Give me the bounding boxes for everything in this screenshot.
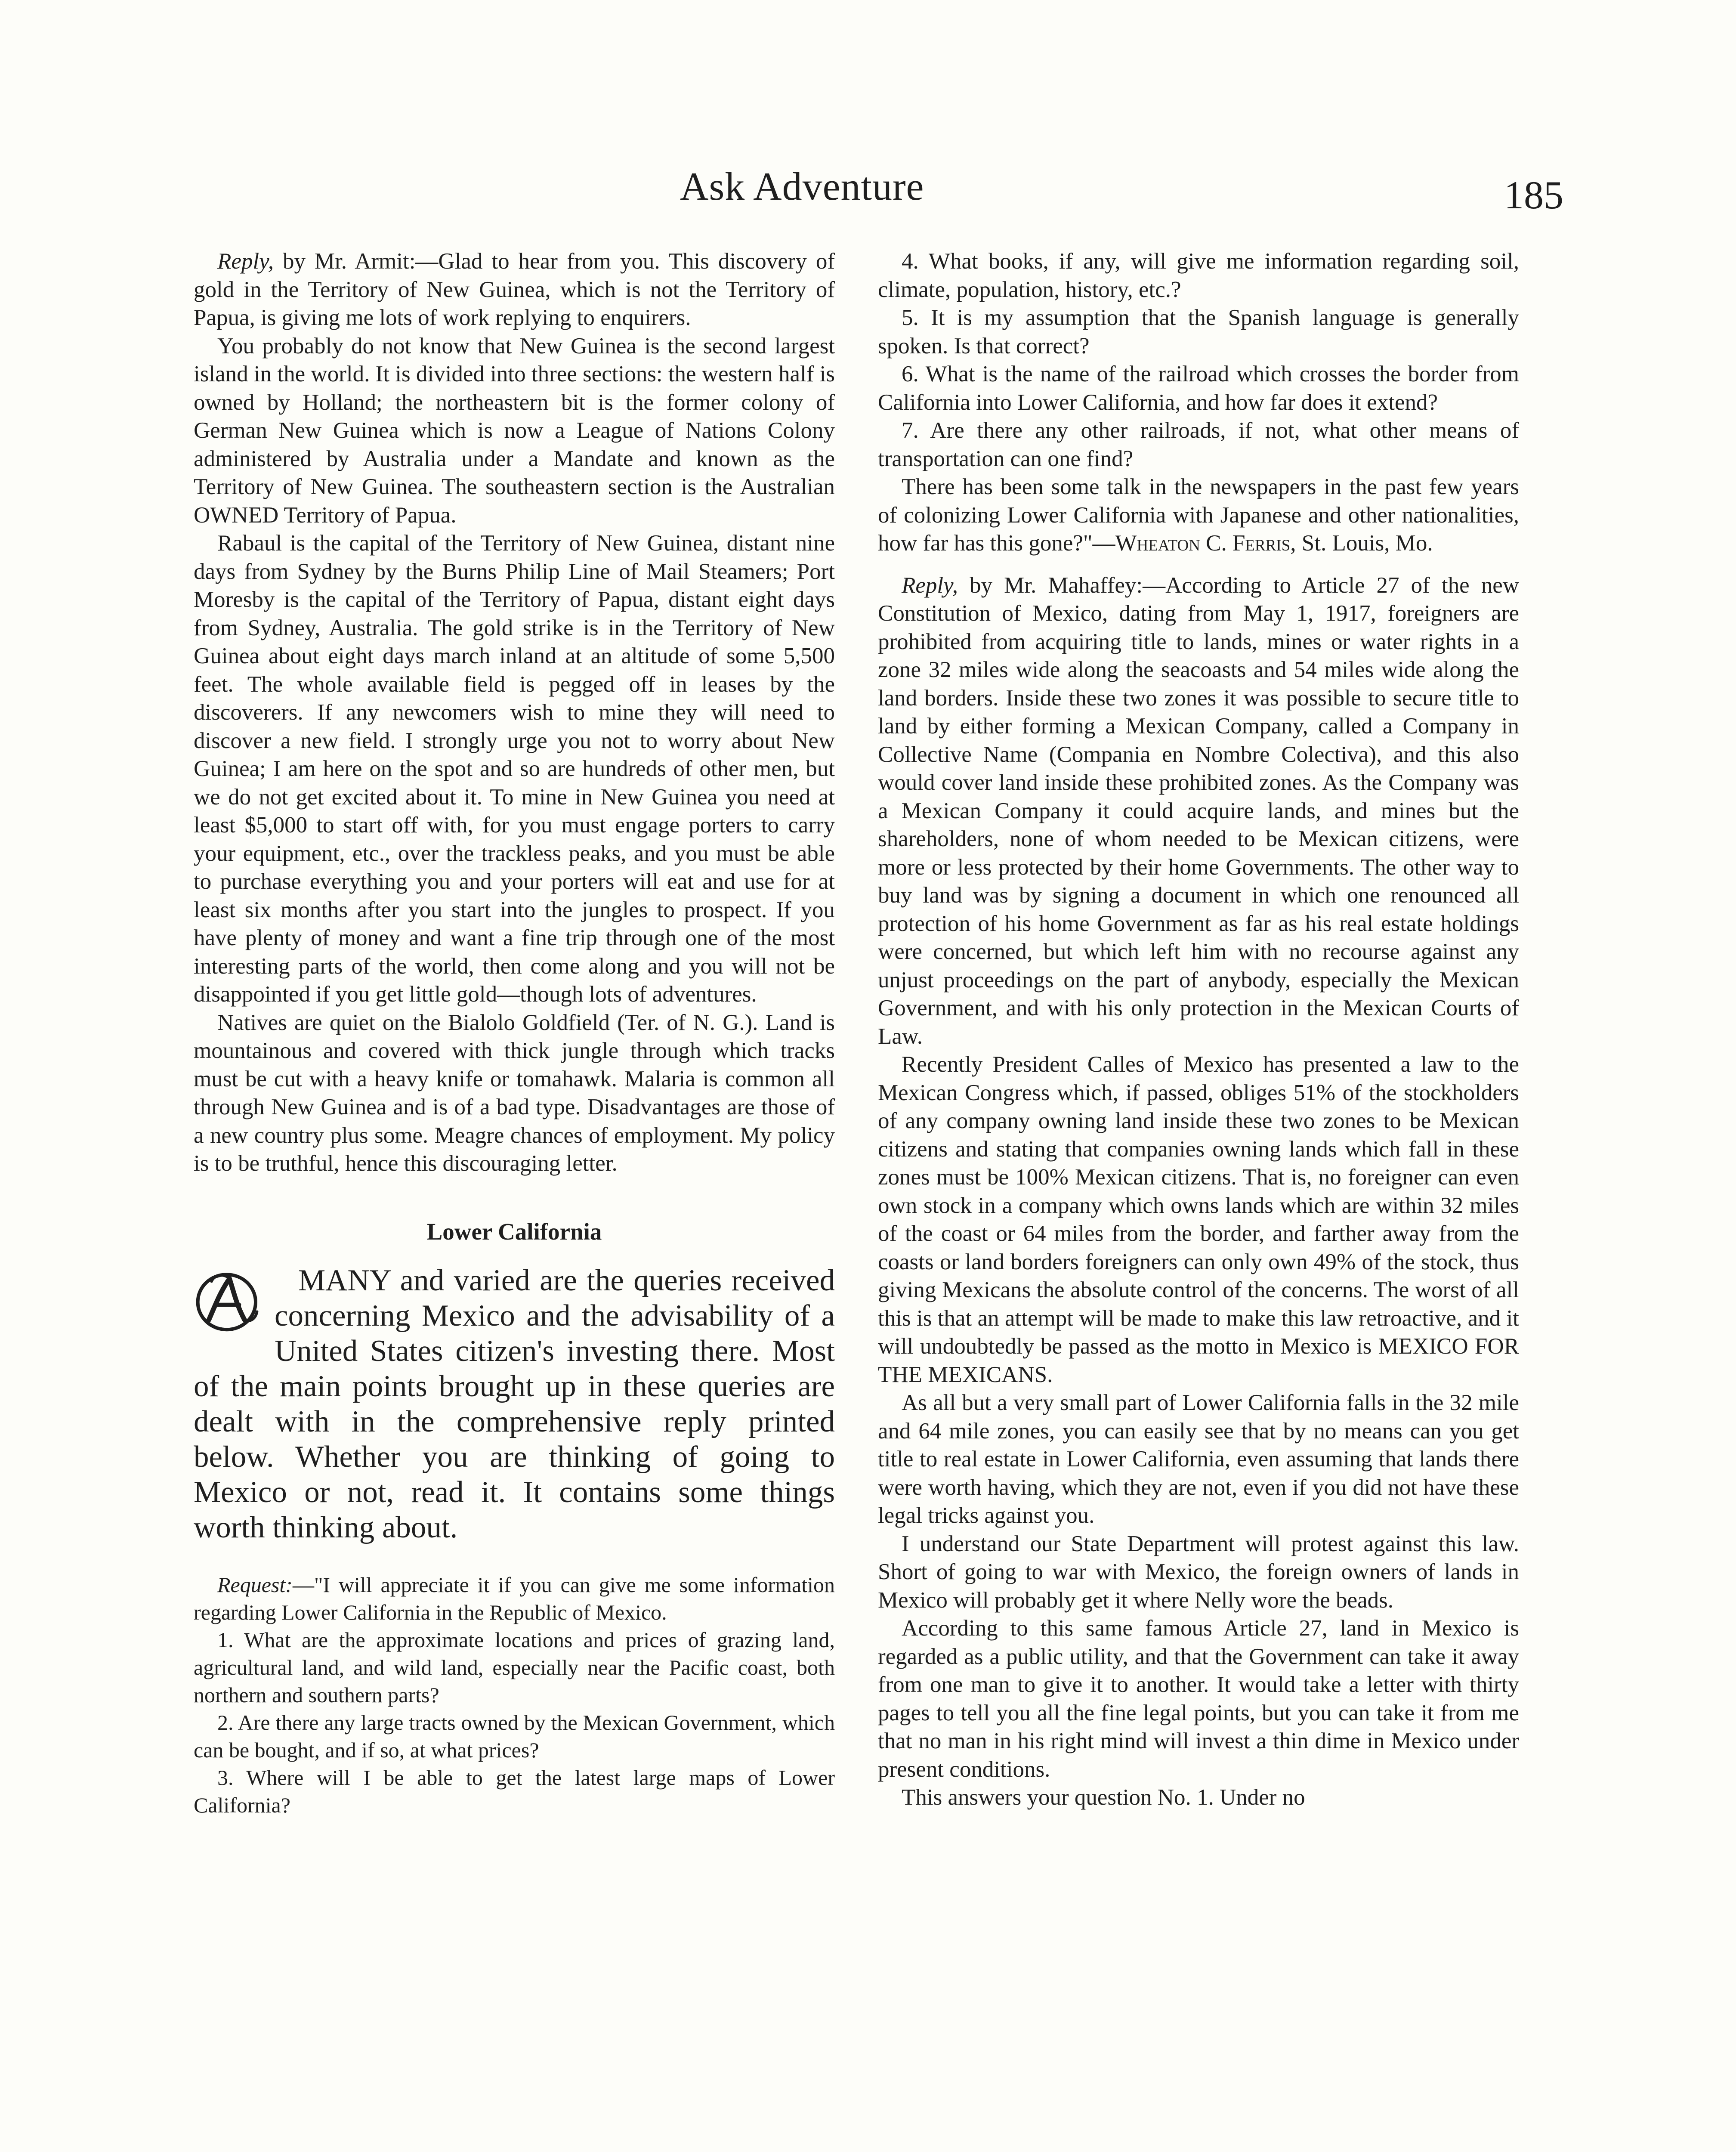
- intro-paragraph: [194, 1263, 835, 1545]
- state-department-paragraph: I understand our State Department will protest against this law. Short of going to war with Mexico, the foreign owners of lands in Mexico will probably get it where Nelly wore the beads.: [878, 1531, 1519, 1613]
- ornamental-drop-cap-icon: [194, 1266, 263, 1335]
- natives-paragraph: Natives are quiet on the Bialolo Goldfield (Ter. of N. G.). Land is mountainous and covered with thick jungle through which tracks must be cut with a heavy knife or tomahawk. Malaria is common all through New Guinea and is of a bad type. Disadvantages are those of a new country plus some. Meagre chances of employment. My policy is to be truthful, hence this discouraging letter.: [194, 1010, 835, 1176]
- answer-paragraph: This answers your question No. 1. Under no: [902, 1785, 1305, 1810]
- new-guinea-sections-paragraph: You probably do not know that New Guinea is the second largest island in the world. It is divided into three sections: the western half is owned by Holland; the northeastern bit is the former colony of German New Guinea which is now a League of Nations Colony administered by Australia under a Mandate and known as the Territory of New Guinea. The southeastern section is the Australian OWNED Territory of Papua.: [194, 333, 835, 528]
- request-paragraph: [194, 1571, 835, 1626]
- reply-label-2: Reply,: [902, 572, 958, 598]
- question-4: 4. What books, if any, will give me information regarding soil, climate, population, history, etc.?: [878, 249, 1519, 302]
- section-heading: Lower California: [426, 1218, 602, 1245]
- reply-armit-text: by Mr. Armit:—Glad to hear from you. This discovery of gold in the Territory of New Guinea, which is not the Territory of Papua, is giving me lots of work replying to enquirers.: [194, 249, 835, 330]
- question-1: 1. What are the approximate locations and prices of grazing land, agricultural land, and wild land, especially near the Pacific coast, both northern and southern parts?: [194, 1628, 835, 1707]
- request-block: [194, 1571, 835, 1819]
- request-label: Request:: [217, 1573, 293, 1597]
- reply-label: Reply,: [217, 249, 274, 274]
- rabaul-paragraph: Rabaul is the capital of the Territory of New Guinea, distant nine days from Sydney by the Burns Philip Line of Mail Steamers; Port Moresby is the capital of the Territory of Papua, distant eight days from Sydney, Australia. The gold strike is in the Territory of New Guinea about eight days march inland at an altitude of some 5,500 feet. The whole available field is pegged off in leases by the discoverers. If any newcomers wish to mine they will need to discover a new field. I strongly urge you not to worry about New Guinea; I am here on the spot and so are hundreds of other men, but we do not get excited about it. To mine in New Guinea you need at least $5,000 to start off with, for you must engage porters to carry your equipment, etc., over the trackless peaks, and you must be able to purchase everything you and your porters will eat and use for at least six months after you start into the jungles to prospect. If you have plenty of money and want a fine trip through one of the most interesting parts of the world, then come along and you will not be disappointed if you get little gold—though lots of adventures.: [194, 531, 835, 1007]
- reply-mahaffey-text: by Mr. Mahaffey:—According to Article 27 of the new Constitution of Mexico, dating from May 1, 1917, foreigners are prohibited from acquiring title to lands, mines or water rights in a zone 32 miles wide along the seacoasts and 54 miles wide along the land borders. Inside these two zones it was possible to secure title to land by either forming a Mexican Company, called a Company in Collective Name (Compania en Nombre Colectiva), and this also would cover land inside these prohibited zones. As the Company was a Mexican Company it could acquire lands, and mines but the shareholders, none of whom needed to be Mexican citizens, were more or less protected by their home Governments. The other way to buy land was by signing a document in which one renounced all protection of his home Government as far as his real estate holdings were concerned, but which left him with no recourse against any unjust proceedings on the part of anybody, especially the Mexican Government, and with his only protection in the Mexican Courts of Law.: [878, 572, 1519, 1049]
- page-number: 185: [1504, 173, 1563, 217]
- intro-text: MANY and varied are the queries received concerning Mexico and the advisability of a United States citizen's investing there. Most of the main points brought up in these queries are dealt with in the comprehensive reply printed below. Whether you are thinking of going to Mexico or not, read it. It contains some things worth thinking about.: [194, 1264, 835, 1544]
- question-3: 3. Where will I be able to get the latest large maps of Lower California?: [194, 1766, 835, 1817]
- reply-armit-paragraph: [194, 247, 835, 332]
- small-part-paragraph: As all but a very small part of Lower California falls in the 32 mile and 64 mile zones, you can easily see that by no means can you get title to real estate in Lower California, even assuming that lands there were worth having, which they are not, even if you did not have these legal tricks against you.: [878, 1390, 1519, 1528]
- question-2: 2. Are there any large tracts owned by the Mexican Government, which can be bought, and if so, at what prices?: [194, 1710, 835, 1762]
- colonizing-paragraph: [878, 473, 1519, 558]
- calles-paragraph: Recently President Calles of Mexico has presented a law to the Mexican Congress which, if passed, obliges 51% of the stockholders of any company owning land inside these two zones to be Mexican citizens and stating that companies owning lands which fall in these zones must be 100% Mexican citizens. That is, no foreigner can even own stock in a company which owns lands which are within 32 miles of the coast or 64 miles from the border, and farther away from the coasts or land borders foreigners can only own 49% of the stock, thus giving Mexicans the absolute control of the concerns. The worst of all this is that an attempt will be made to make this law retroactive, and it will undoubtedly be passed as the motto in Mexico is MEXICO FOR THE MEXICANS.: [878, 1052, 1519, 1387]
- question-5: 5. It is my assumption that the Spanish language is generally spoken. Is that correct?: [878, 305, 1519, 359]
- running-head: Ask Adventure: [680, 164, 924, 208]
- question-6: 6. What is the name of the railroad which crosses the border from California into Lower California, and how far does it extend?: [878, 362, 1519, 415]
- left-column: [194, 247, 835, 1819]
- colonizing-text: There has been some talk in the newspapers in the past few years of colonizing Lower California with Japanese and other nationalities, how far has this gone?"—: [878, 474, 1519, 556]
- request-text: —"I will appreciate it if you can give me some information regarding Lower California in the Republic of Mexico.: [194, 1573, 835, 1624]
- signature-name: Wheaton C. Ferris: [1115, 531, 1291, 556]
- right-column: [878, 247, 1519, 1812]
- reply-mahaffey-paragraph: [878, 572, 1519, 1051]
- public-utility-paragraph: According to this same famous Article 27, land in Mexico is regarded as a public utility, and that the Government can take it away from one man to give it to another. It would take a letter with thirty pages to tell you all the fine legal points, but you can take it from me that no man in his right mind will invest a thin dime in Mexico under present conditions.: [878, 1616, 1519, 1782]
- question-7: 7. Are there any other railroads, if not, what other means of transportation can one find?: [878, 418, 1519, 471]
- signature-place: , St. Louis, Mo.: [1290, 531, 1433, 556]
